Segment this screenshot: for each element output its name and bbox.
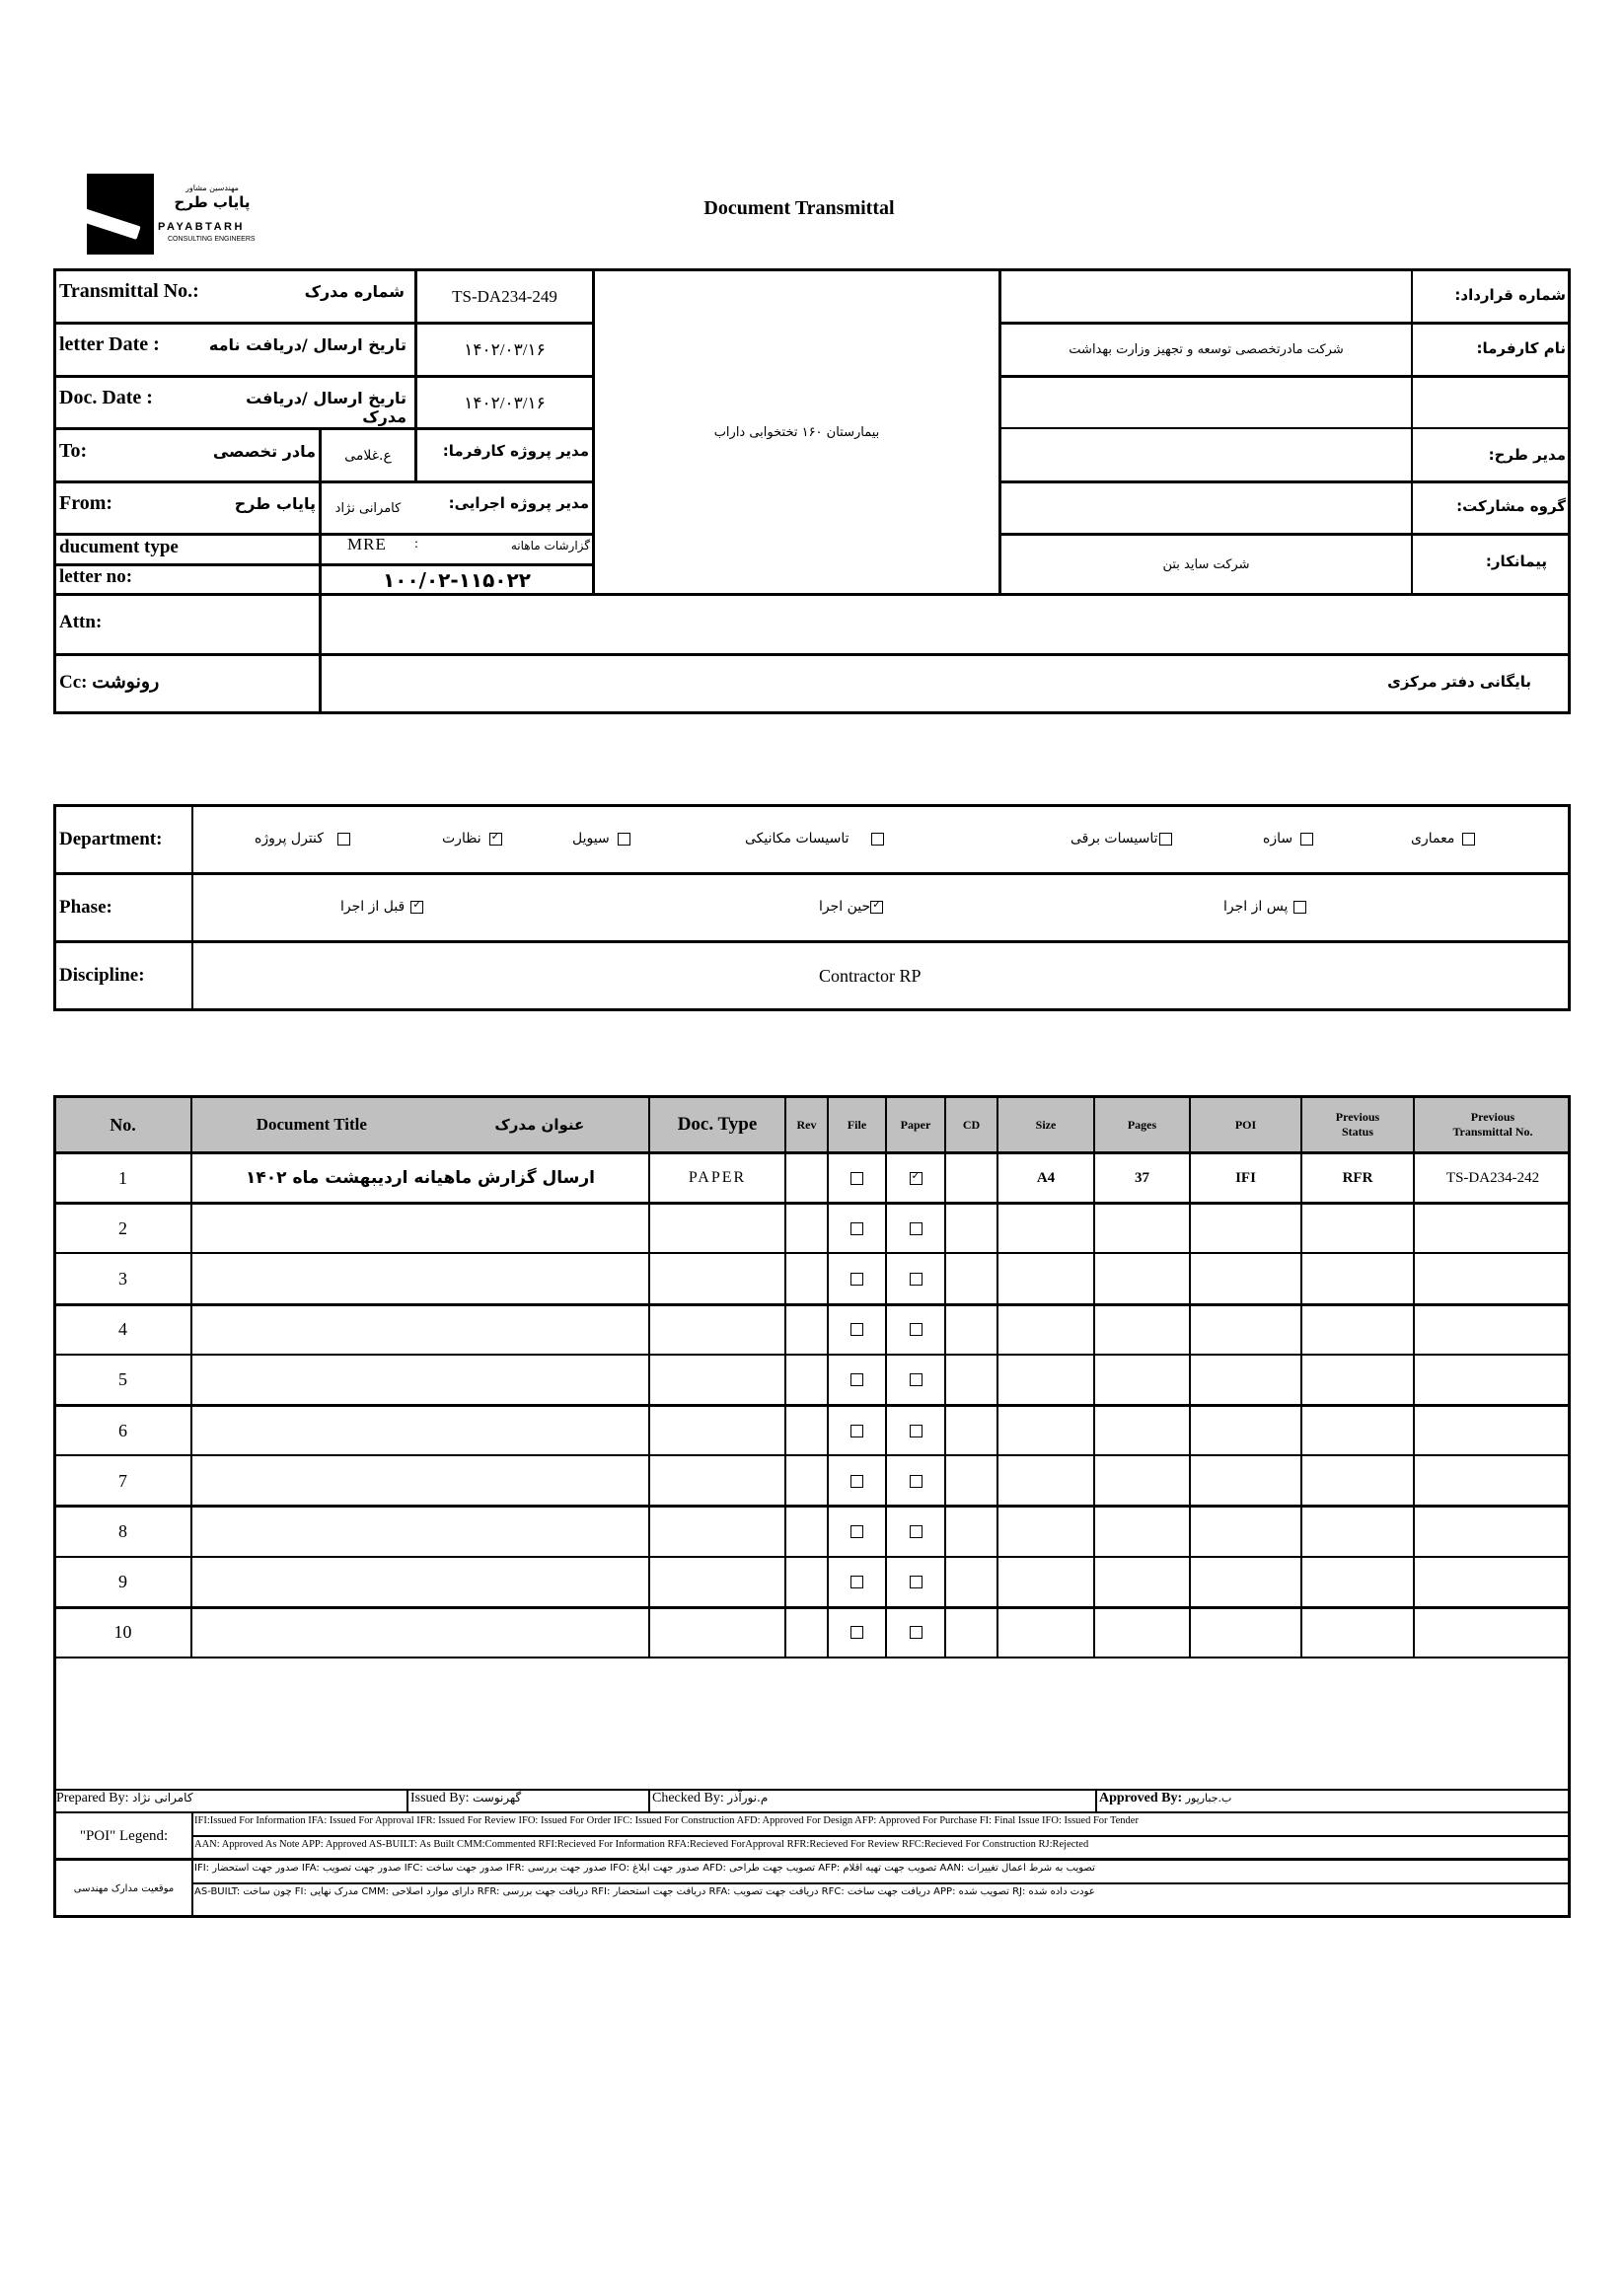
row-file-checkbox[interactable] (850, 1626, 863, 1639)
transmittal-no-label: Transmittal No.: (59, 280, 199, 302)
cc-label (59, 671, 159, 694)
row-rev (786, 1407, 827, 1454)
row-prev-status (1302, 1559, 1413, 1606)
col-header-cd: CD (962, 1117, 981, 1132)
prepared-by-name: کامرانی نژاد (131, 1791, 193, 1805)
row-poi (1191, 1559, 1300, 1606)
approved-by-label: Approved By: (1099, 1791, 1183, 1805)
row-prev-transmittal (1415, 1559, 1571, 1606)
page-title: Document Transmittal (703, 197, 895, 219)
row-title (192, 1357, 648, 1404)
row-prev-transmittal (1415, 1457, 1571, 1505)
dept-civil[interactable] (572, 819, 630, 858)
row-rev (786, 1255, 827, 1302)
logo-en-subtitle: CONSULTING ENGINEERS (168, 236, 256, 243)
doc-type-sep: : (414, 537, 418, 552)
row-number: 6 (118, 1420, 127, 1440)
row-file-checkbox[interactable] (850, 1323, 863, 1336)
checkbox-architecture[interactable] (1462, 833, 1475, 846)
partnership-label: گروه مشارکت: (1456, 497, 1566, 515)
row-number: 10 (113, 1622, 132, 1643)
dept-civil-label: سیویل (572, 831, 610, 847)
dept-structure-label: سازه (1263, 831, 1293, 847)
employer-label: نام کارفرما: (1476, 339, 1566, 357)
row-rev (786, 1508, 827, 1555)
checkbox-structure[interactable] (1300, 833, 1313, 846)
letter-date-label-fa: تاریخ ارسال /دریافت نامه (208, 335, 406, 354)
to-label: To: (59, 440, 88, 462)
checkbox-project-control[interactable] (337, 833, 350, 846)
dept-supervision-label: نظارت (442, 831, 481, 847)
doc-type-label: ducument type (59, 537, 179, 557)
row-pages (1095, 1508, 1189, 1555)
row-rev (786, 1306, 827, 1354)
col-header-title (192, 1098, 648, 1151)
partnership-value (1001, 483, 1411, 534)
row-paper-checkbox[interactable] (910, 1475, 923, 1488)
row-file-checkbox[interactable] (850, 1222, 863, 1235)
row-paper-cell (887, 1154, 944, 1202)
checked-by-name: م.نورآذر (727, 1791, 769, 1805)
row-size (998, 1306, 1093, 1354)
checkbox-phase-after[interactable] (1293, 901, 1306, 914)
row-paper-checkbox[interactable] (910, 1172, 923, 1185)
contractor-value: شرکت ساید بتن (1162, 556, 1250, 572)
row-title (192, 1306, 648, 1354)
row-prev-transmittal (1415, 1357, 1571, 1404)
row-prev-transmittal (1415, 1205, 1571, 1252)
row-poi: IFI (1235, 1169, 1256, 1186)
row-file-cell (829, 1508, 885, 1555)
row-file-cell (829, 1205, 885, 1252)
dept-mechanical-label: تاسیسات مکانیکی (745, 831, 849, 847)
approved-by (1099, 1791, 1231, 1806)
checked-by (652, 1791, 768, 1806)
row-rev (786, 1205, 827, 1252)
col-header-prev-transmittal-text: Transmittal No. (1452, 1125, 1533, 1139)
col-header-prev-status-text: Previous (1335, 1110, 1380, 1124)
department-label: Department: (59, 829, 163, 849)
checkbox-supervision[interactable] (489, 833, 502, 846)
row-poi (1191, 1306, 1300, 1354)
row-file-cell (829, 1154, 885, 1202)
row-number: 7 (118, 1470, 127, 1491)
row-pages (1095, 1205, 1189, 1252)
row-prev-status (1302, 1609, 1413, 1657)
row-number: 3 (118, 1268, 127, 1289)
row-poi (1191, 1205, 1300, 1252)
doc-date-value: ۱۴۰۲/۰۳/۱۶ (464, 393, 546, 412)
col-header-prev-transmittal-text: Previous (1470, 1110, 1515, 1124)
prepared-by (56, 1791, 193, 1806)
row-pages: 37 (1135, 1169, 1149, 1186)
checkbox-mechanical[interactable] (871, 833, 884, 846)
row-cd (946, 1357, 997, 1404)
row-pages (1095, 1609, 1189, 1657)
row-poi (1191, 1508, 1300, 1555)
row-pages (1095, 1357, 1189, 1404)
from-label: From: (59, 492, 113, 514)
col-header-prev-status (1302, 1098, 1413, 1151)
row-file-cell (829, 1357, 885, 1404)
row-rev (786, 1357, 827, 1404)
to-value: مادر تخصصی (212, 442, 316, 461)
row-size (998, 1508, 1093, 1555)
row-cd (946, 1154, 997, 1202)
logo-fa-subtitle: مهندسین مشاور (185, 184, 239, 192)
row-poi (1191, 1357, 1300, 1404)
row-cd (946, 1306, 997, 1354)
discipline-label: Discipline: (59, 965, 145, 986)
phase-before[interactable] (340, 887, 423, 926)
row-prev-status (1302, 1306, 1413, 1354)
row-prev-transmittal (1415, 1255, 1571, 1302)
row-file-cell (829, 1609, 885, 1657)
dept-project-control-label: کنترل پروژه (255, 831, 324, 847)
row-rev (786, 1457, 827, 1505)
col-header-poi: POI (1234, 1117, 1257, 1132)
eng-docs-line2: AS-BUILT: چون ساخت FI: مدرک نهایی CMM: دارای موارد اصلاحی RFR: دریافت جهت بررسی RFI: دریافت جهت استحضار RFA: دریافت جهت تصویب RFC: دریافت جهت ساخت APP: تصویب شده RJ: عودت داده شده (194, 1886, 1095, 1897)
row-prev-transmittal (1415, 1407, 1571, 1454)
dept-supervision[interactable] (442, 819, 502, 858)
row-file-cell (829, 1559, 885, 1606)
checkbox-phase-during[interactable] (870, 901, 883, 914)
row-file-cell (829, 1457, 885, 1505)
row-size (998, 1205, 1093, 1252)
row-prev-transmittal (1415, 1508, 1571, 1555)
contract-no-label: شماره قرارداد: (1454, 286, 1566, 304)
phase-after-label: پس از اجرا (1223, 899, 1289, 915)
row-number: 9 (118, 1572, 127, 1592)
letter-no-value: ۱۰۰/۰۲-۱۱۵۰۲۲ (383, 568, 531, 592)
row-pages (1095, 1407, 1189, 1454)
plan-manager-value (1001, 430, 1411, 480)
phase-during-label: حین اجرا (819, 899, 871, 915)
phase-before-label: قبل از اجرا (340, 899, 406, 915)
row-file-cell (829, 1306, 885, 1354)
row-file-checkbox[interactable] (850, 1576, 863, 1588)
poi-legend-label: "POI" Legend: (79, 1827, 169, 1844)
checkbox-civil[interactable] (618, 833, 630, 846)
col-header-pages: Pages (1127, 1117, 1157, 1132)
from-role: مدیر پروژه اجرایی: (448, 494, 589, 512)
contract-no-value (1001, 271, 1411, 322)
row-title (192, 1205, 648, 1252)
row-paper-cell (887, 1306, 944, 1354)
col-header-rev: Rev (796, 1117, 817, 1132)
row-file-checkbox[interactable] (850, 1373, 863, 1386)
logo-fa-name: پایاب طرح (174, 193, 251, 211)
to-person: ع.غلامی (344, 447, 392, 464)
col-header-file: File (847, 1117, 867, 1132)
col-header-prev-transmittal (1415, 1098, 1571, 1151)
row-size (998, 1407, 1093, 1454)
row-doc-type (650, 1357, 784, 1404)
row-doc-type (650, 1306, 784, 1354)
doc-date-label-fa: تاریخ ارسال /دریافت مدرک (246, 389, 406, 426)
row-file-checkbox[interactable] (850, 1172, 863, 1185)
phase-during[interactable] (819, 887, 883, 926)
transmittal-no-value: TS-DA234-249 (452, 286, 557, 306)
row-doc-type (650, 1457, 784, 1505)
row-cd (946, 1508, 997, 1555)
row-paper-checkbox[interactable] (910, 1323, 923, 1336)
row-number: 2 (118, 1217, 127, 1238)
row-paper-checkbox[interactable] (910, 1525, 923, 1538)
row-title (192, 1255, 648, 1302)
approved-by-name: ب.جبارپور (1185, 1792, 1232, 1805)
checkbox-phase-before[interactable] (410, 901, 423, 914)
logo-en-name: PAYABTARH (158, 221, 245, 233)
row-prev-status (1302, 1255, 1413, 1302)
row-size (998, 1357, 1093, 1404)
row-number: 1 (118, 1167, 127, 1188)
cc-label-text: Cc: رونوشت (59, 672, 160, 693)
col-header-paper: Paper (900, 1117, 931, 1132)
doc-date-label: Doc. Date : (59, 387, 153, 408)
eng-docs-line1: IFI: صدور جهت استحضار IFA: صدور جهت تصویب IFC: صدور جهت ساخت IFR: صدور جهت بررسی IFO: صدور جهت ابلاغ AFD: تصویب جهت طراحی AFP: تصویب جهت تهیه اقلام AAN: تصویب به شرط اعمال تغییرات (194, 1863, 1095, 1874)
poi-legend-line2: AAN: Approved As Note APP: Approved AS-BUILT: As Built CMM:Commented RFI:Recieved For Information RFA:Recieved ForApproval RFR:Recieved For Review RFC:Recieved For Construction RJ:Rejected (194, 1839, 1089, 1850)
row-pages (1095, 1457, 1189, 1505)
row-prev-status (1302, 1508, 1413, 1555)
row-file-cell (829, 1407, 885, 1454)
row-number: 8 (118, 1520, 127, 1541)
row-title (192, 1559, 648, 1606)
contractor-label: پیمانکار: (1485, 553, 1547, 570)
project-name: بیمارستان ۱۶۰ تختخوابی داراب (713, 424, 880, 440)
plan-manager-label: مدیر طرح: (1488, 446, 1566, 464)
letter-no-label: letter no: (59, 566, 133, 587)
dept-architecture[interactable] (1411, 819, 1475, 858)
row-paper-checkbox[interactable] (910, 1425, 923, 1437)
row-rev (786, 1154, 827, 1202)
row-prev-transmittal (1415, 1306, 1571, 1354)
dept-mechanical[interactable] (745, 819, 884, 858)
row-paper-cell (887, 1457, 944, 1505)
issued-by-label: Issued By: (410, 1791, 470, 1805)
row-doc-type (650, 1559, 784, 1606)
checked-by-label: Checked By: (652, 1791, 724, 1805)
prepared-by-label: Prepared By: (56, 1791, 129, 1805)
row-doc-type (650, 1508, 784, 1555)
dept-architecture-label: معماری (1411, 831, 1455, 847)
row-title (192, 1407, 648, 1454)
row-file-checkbox[interactable] (850, 1273, 863, 1286)
row-paper-cell (887, 1407, 944, 1454)
row-paper-cell (887, 1357, 944, 1404)
row-file-checkbox[interactable] (850, 1525, 863, 1538)
col-header-no: No. (110, 1114, 136, 1135)
attn-label: Attn: (59, 612, 103, 632)
col-header-title-fa: عنوان مدرک (494, 1116, 585, 1134)
row-cd (946, 1609, 997, 1657)
cc-value: بایگانی دفتر مرکزی (1387, 673, 1531, 691)
dept-project-control[interactable] (255, 819, 350, 858)
row-size: A4 (1036, 1169, 1056, 1186)
phase-label: Phase: (59, 897, 112, 918)
dept-electrical-label: تاسیسات برقی (1070, 831, 1158, 847)
row-doc-type: PAPER (688, 1169, 747, 1187)
row-title (192, 1609, 648, 1657)
from-person: کامرانی نژاد (334, 501, 402, 516)
row-cd (946, 1205, 997, 1252)
letter-date-label: letter Date : (59, 333, 160, 355)
col-header-doc-type: Doc. Type (677, 1114, 758, 1135)
row-pages (1095, 1306, 1189, 1354)
row-rev (786, 1609, 827, 1657)
logo-mark-icon (87, 174, 154, 255)
row-prev-status (1302, 1407, 1413, 1454)
discipline-value: Contractor RP (819, 965, 922, 986)
row-cd (946, 1407, 997, 1454)
row-pages (1095, 1559, 1189, 1606)
row-doc-type (650, 1205, 784, 1252)
row-poi (1191, 1407, 1300, 1454)
transmittal-no-label-fa: شماره مدرک (304, 282, 405, 301)
letter-date-value: ۱۴۰۲/۰۳/۱۶ (464, 339, 546, 359)
row-prev-transmittal (1415, 1609, 1571, 1657)
employer-value: شرکت مادرتخصصی توسعه و تجهیز وزارت بهداشت (1069, 342, 1344, 357)
row-prev-status (1302, 1457, 1413, 1505)
row-file-cell (829, 1255, 885, 1302)
row-size (998, 1559, 1093, 1606)
row-rev (786, 1559, 827, 1606)
row-pages (1095, 1255, 1189, 1302)
row-size (998, 1255, 1093, 1302)
col-header-size: Size (1035, 1117, 1057, 1132)
row-title (192, 1457, 648, 1505)
eng-docs-label: موقعیت مدارک مهندسی (73, 1882, 175, 1894)
doc-type-code: MRE (347, 535, 387, 553)
phase-after[interactable] (1223, 887, 1306, 926)
row-number: 4 (118, 1319, 127, 1340)
checkbox-electrical[interactable] (1159, 833, 1172, 846)
from-value: پایاب طرح (234, 494, 316, 513)
company-logo (87, 174, 284, 258)
row-prev-status (1302, 1357, 1413, 1404)
poi-legend-line1: IFI:Issued For Information IFA: Issued For Approval IFR: Issued For Review IFO: Issued For Order IFC: Issued For Construction AFD: Approved For Design AFP: Approved For Purchase FI: Final Issue IFO: Issued For Tender (194, 1815, 1139, 1826)
col-header-title-en: Document Title (256, 1115, 367, 1134)
doc-type-fa: گزارشات ماهانه (510, 539, 590, 553)
row-poi (1191, 1457, 1300, 1505)
row-size (998, 1457, 1093, 1505)
row-poi (1191, 1255, 1300, 1302)
row-paper-checkbox[interactable] (910, 1273, 923, 1286)
row-cd (946, 1559, 997, 1606)
to-role: مدیر پروژه کارفرما: (442, 442, 589, 460)
row-prev-status (1302, 1205, 1413, 1252)
row-paper-cell (887, 1205, 944, 1252)
row-cd (946, 1457, 997, 1505)
row-poi (1191, 1609, 1300, 1657)
row-doc-type (650, 1609, 784, 1657)
row-prev-status: RFR (1342, 1169, 1373, 1186)
row-title: ارسال گزارش ماهیانه اردیبهشت ماه ۱۴۰۲ (246, 1168, 595, 1189)
row-paper-checkbox[interactable] (910, 1373, 923, 1386)
row-size (998, 1609, 1093, 1657)
row-paper-cell (887, 1609, 944, 1657)
issued-by-name: گهرنوست (473, 1791, 522, 1805)
row-paper-cell (887, 1508, 944, 1555)
dept-electrical[interactable] (1070, 819, 1172, 858)
row-cd (946, 1255, 997, 1302)
row-title (192, 1508, 648, 1555)
row-paper-cell (887, 1255, 944, 1302)
row-file-checkbox[interactable] (850, 1475, 863, 1488)
issued-by (410, 1791, 521, 1806)
row-doc-type (650, 1255, 784, 1302)
row-file-checkbox[interactable] (850, 1425, 863, 1437)
dept-structure[interactable] (1263, 819, 1313, 858)
row-prev-transmittal: TS-DA234-242 (1445, 1169, 1540, 1186)
col-header-prev-status-text: Status (1341, 1125, 1373, 1139)
row-paper-checkbox[interactable] (910, 1576, 923, 1588)
row-paper-cell (887, 1559, 944, 1606)
row-doc-type (650, 1407, 784, 1454)
row-number: 5 (118, 1369, 127, 1390)
row-paper-checkbox[interactable] (910, 1222, 923, 1235)
row-paper-checkbox[interactable] (910, 1626, 923, 1639)
